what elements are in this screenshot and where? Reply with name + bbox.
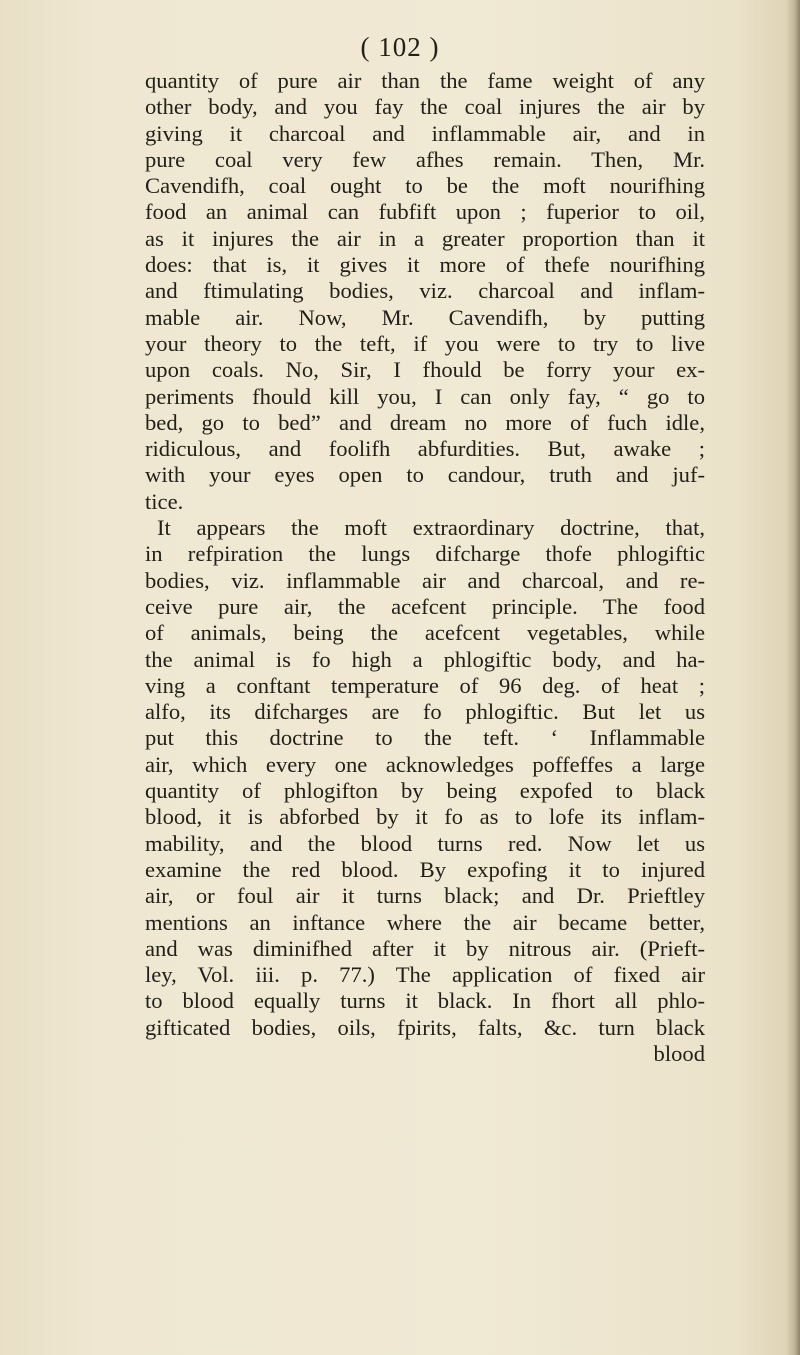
text-line: and was diminifhed after it by nitrous air. (Prieft-	[145, 935, 705, 961]
page-edge-shadow	[786, 0, 800, 1355]
text-line: as it injures the air in a greater proportion than it	[145, 225, 705, 251]
text-line: giving it charcoal and inflammable air, and in	[145, 120, 705, 146]
text-line: examine the red blood. By expofing it to injured	[145, 856, 705, 882]
text-line: the animal is fo high a phlogiftic body, and ha-	[145, 646, 705, 672]
text-line: mability, and the blood turns red. Now let us	[145, 830, 705, 856]
text-line: air, or foul air it turns black; and Dr. Prieftley	[145, 883, 705, 909]
text-line: with your eyes open to candour, truth and juf-	[145, 462, 705, 488]
text-line: does: that is, it gives it more of thefe nourifhing	[145, 252, 705, 278]
text-line: ving a conftant temperature of 96 deg. of heat ;	[145, 672, 705, 698]
text-line: air, which every one acknowledges poffeffes a large	[145, 751, 705, 777]
text-line: quantity of pure air than the fame weight of any	[145, 68, 705, 93]
text-line: Cavendifh, coal ought to be the moft nourifhing	[145, 173, 705, 199]
text-line: blood, it is abforbed by it fo as to lofe its inflam-	[145, 804, 705, 830]
text-line: food an animal can fubfift upon ; fuperior to oil,	[145, 199, 705, 225]
text-line: upon coals. No, Sir, I fhould be forry your ex-	[145, 357, 705, 383]
text-line: your theory to the teft, if you were to try to live	[145, 330, 705, 356]
text-line: and ftimulating bodies, viz. charcoal and inflam-	[145, 278, 705, 304]
text-line: put this doctrine to the teft. ‘ Inflammable	[145, 725, 705, 751]
text-line: in refpiration the lungs difcharge thofe phlogiftic	[145, 541, 705, 567]
text-line: It appears the moft extraordinary doctrine, that,	[157, 515, 705, 541]
text-line: periments fhould kill you, I can only fay, “ go to	[145, 383, 705, 409]
text-line: alfo, its difcharges are fo phlogiftic. But let us	[145, 699, 705, 725]
text-line: bed, go to bed” and dream no more of fuch idle,	[145, 409, 705, 435]
page-number-header: ( 102 )	[360, 32, 440, 62]
catchword: blood	[653, 1040, 705, 1066]
body-text	[145, 68, 705, 1067]
text-line: other body, and you fay the coal injures the air by	[145, 94, 705, 120]
text-line: gifticated bodies, oils, fpirits, falts, &c. turn black	[145, 1014, 705, 1040]
text-line: of animals, being the acefcent vegetables, while	[145, 620, 705, 646]
text-line: quantity of phlogifton by being expofed to black	[145, 778, 705, 804]
text-line: ridiculous, and foolifh abfurdities. But, awake ;	[145, 436, 705, 462]
text-line: pure coal very few afhes remain. Then, Mr.	[145, 146, 705, 172]
text-line: tice.	[145, 488, 184, 514]
text-line: mable air. Now, Mr. Cavendifh, by putting	[145, 304, 705, 330]
text-line: to blood equally turns it black. In fhort all phlo-	[145, 988, 705, 1014]
text-line: ley, Vol. iii. p. 77.) The application of fixed air	[145, 962, 705, 988]
text-line: ceive pure air, the acefcent principle. The food	[145, 593, 705, 619]
text-line: bodies, viz. inflammable air and charcoal, and re-	[145, 567, 705, 593]
text-line: mentions an inftance where the air became better,	[145, 909, 705, 935]
